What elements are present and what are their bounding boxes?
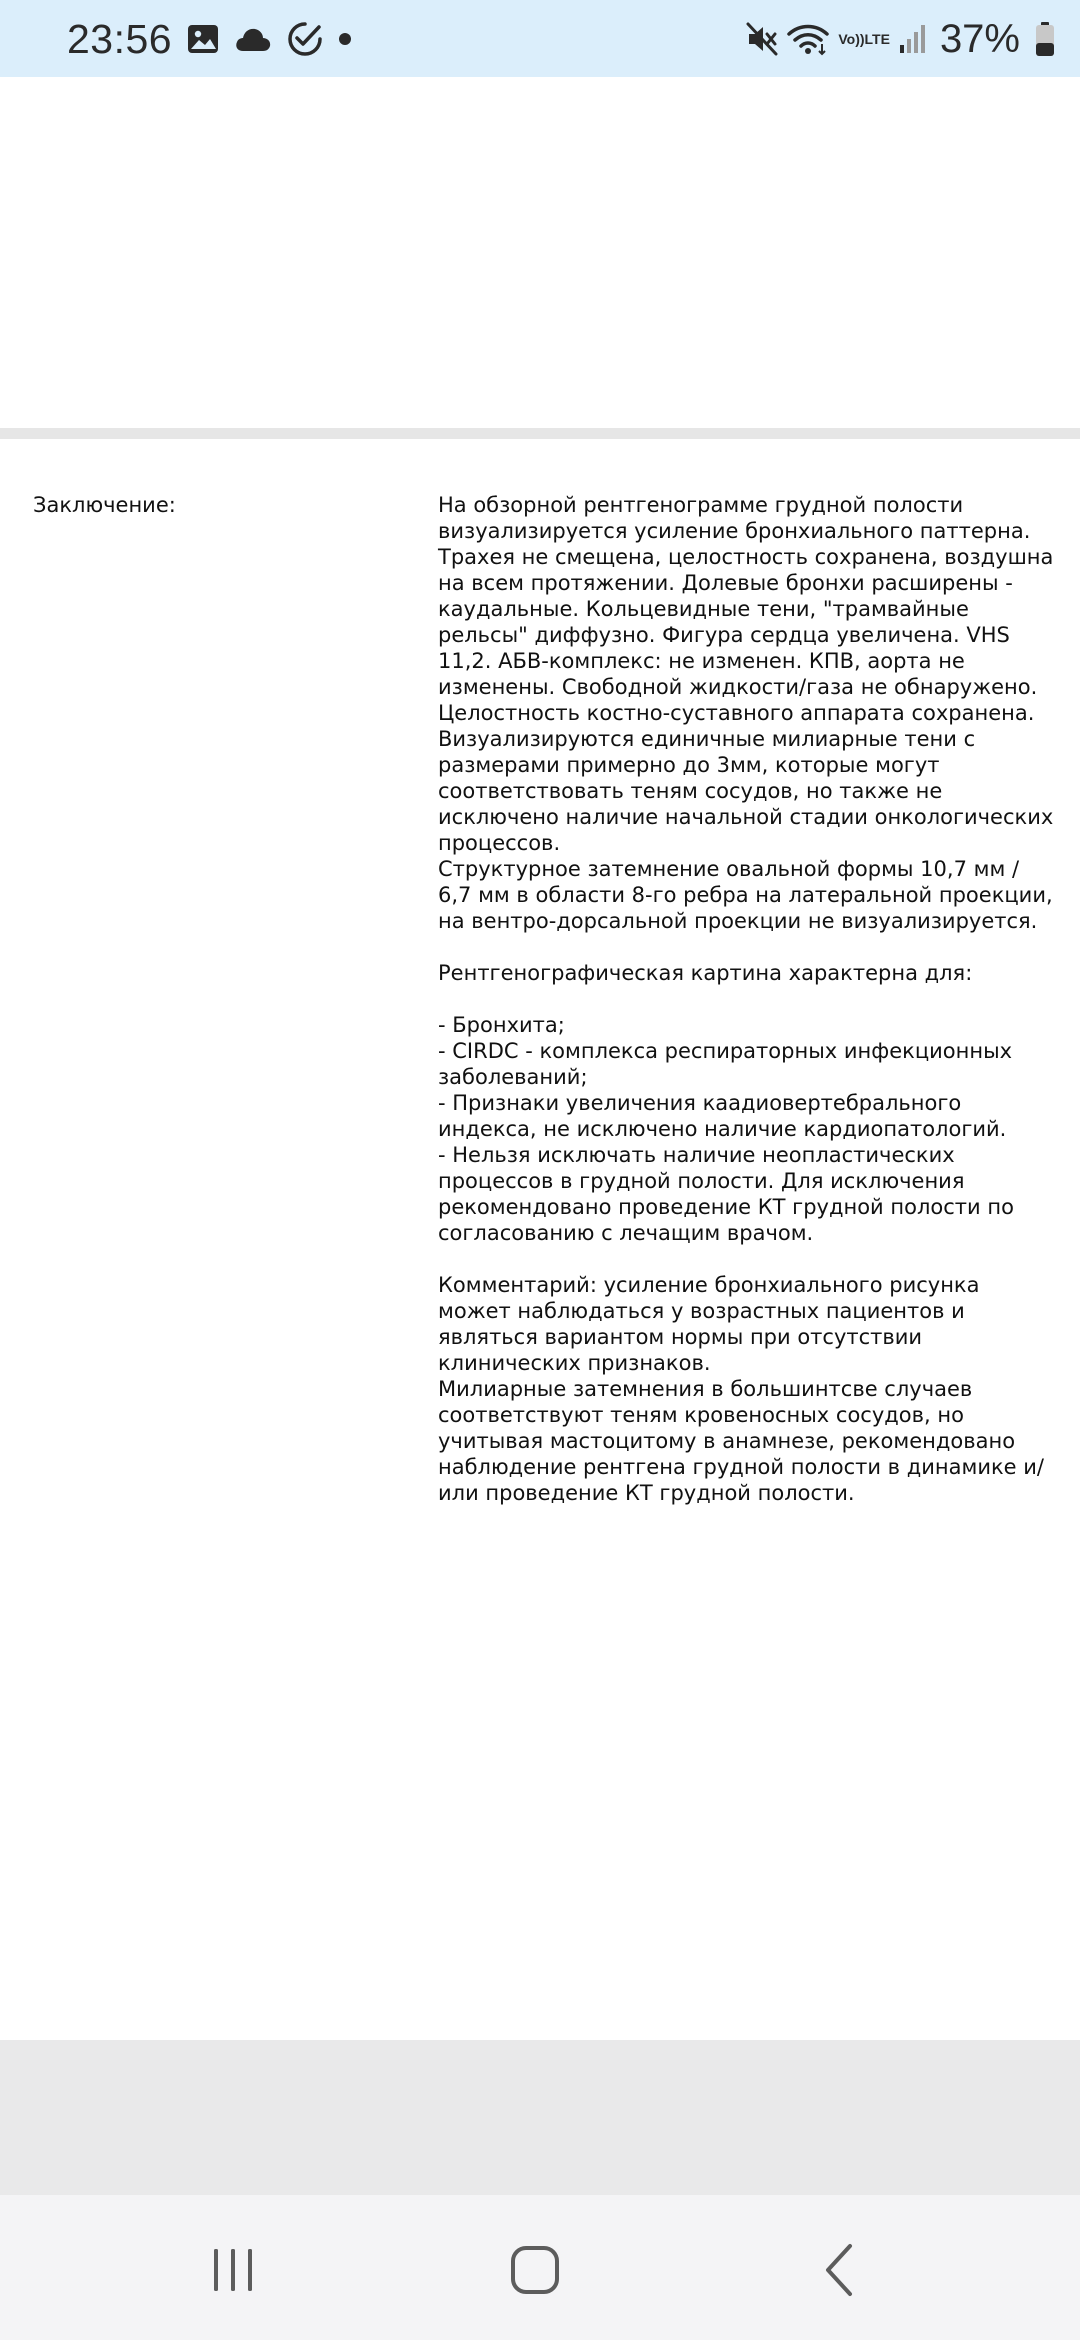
status-time: 23:56 (67, 16, 173, 62)
page-bottom-band (0, 2040, 1080, 2195)
paragraph-spacer (438, 934, 1058, 960)
report-paragraph: Милиарные затемнения в большинтсве случаев соответствуют теням кровеносных сосудов, но учитывая мастоцитому в анамнезе, рекомендовано наблюдение рентгена грудной полости в динамике и/или проведение КТ грудной полости. (438, 1377, 1044, 1505)
report-paragraph: - Признаки увеличения каадиовертебрального индекса, не исключено наличие кардиопатологий. (438, 1091, 1007, 1141)
report-paragraph: Целостность костно-суставного аппарата сохранена. (438, 701, 1035, 725)
volte-bottom-label: LTE (864, 30, 890, 47)
report-paragraph: На обзорной рентгенограмме грудной полости визуализируется усиление бронхиального паттерна. (438, 493, 1031, 543)
home-button[interactable] (490, 2235, 580, 2305)
check-circle-icon (286, 20, 324, 58)
report-paragraph: - Бронхита; (438, 1013, 565, 1037)
mute-icon (746, 22, 778, 56)
battery-icon (1034, 21, 1056, 57)
paragraph-spacer (438, 986, 1058, 1012)
cloud-icon (234, 25, 272, 53)
paragraph-spacer (438, 1246, 1058, 1272)
conclusion-label: Заключение: (33, 493, 176, 517)
battery-percent: 37% (939, 16, 1020, 61)
report-paragraph: Структурное затемнение овальной формы 10,7 мм / 6,7 мм в области 8-го ребра на латеральной проекции, на вентро-дорсальной проекции не визуализируется. (438, 857, 1060, 933)
blank-page-area (0, 77, 1080, 427)
recents-button[interactable] (188, 2235, 278, 2305)
back-icon (820, 2242, 860, 2298)
volte-icon (838, 32, 890, 47)
navigation-bar (0, 2195, 1080, 2340)
gallery-icon (186, 23, 220, 55)
back-button[interactable] (795, 2235, 885, 2305)
report-paragraph: - Нельзя исключать наличие неопластических процессов в грудной полости. Для исключения рекомендовано проведение КТ грудной полости по согласованию с лечащим врачом. (438, 1143, 1021, 1245)
status-bar (0, 0, 1080, 77)
home-icon (509, 2244, 561, 2296)
conclusion-text (438, 492, 1061, 1506)
report-paragraph: Трахея не смещена, целостность сохранена, воздушна на всем протяжении. Долевые бронхи расширены - каудальные. Кольцевидные тени, "трамвайные рельсы" диффузно. Фигура сердца увеличена. VHS 11,2. АБВ-комплекс: не изменен. КПВ, аорта не изменены. Свободной жидкости/газа не обнаружено. (438, 545, 1061, 699)
section-divider (0, 428, 1080, 439)
notification-icons (186, 19, 366, 59)
signal-icon (898, 23, 928, 55)
report-paragraph: Комментарий: усиление бронхиального рисунка может наблюдаться у возрастных пациентов и являться вариантом нормы при отсутствии клинических признаков. (438, 1273, 987, 1375)
wifi-icon (786, 22, 830, 56)
volte-top-label: Vo)) (838, 30, 865, 47)
report-paragraph: Визуализируются единичные милиарные тени с размерами примерно до 3мм, которые могут соответствовать теням сосудов, но также не исключено наличие начальной стадии онкологических процессов. (438, 727, 1060, 855)
report-paragraph: Рентгенографическая картина характерна для: (438, 961, 973, 985)
dot-icon (338, 32, 352, 46)
system-icons (738, 14, 1056, 64)
report-paragraph: - CIRDC - комплекса респираторных инфекционных заболеваний; (438, 1039, 1019, 1089)
recents-icon (208, 2245, 258, 2295)
